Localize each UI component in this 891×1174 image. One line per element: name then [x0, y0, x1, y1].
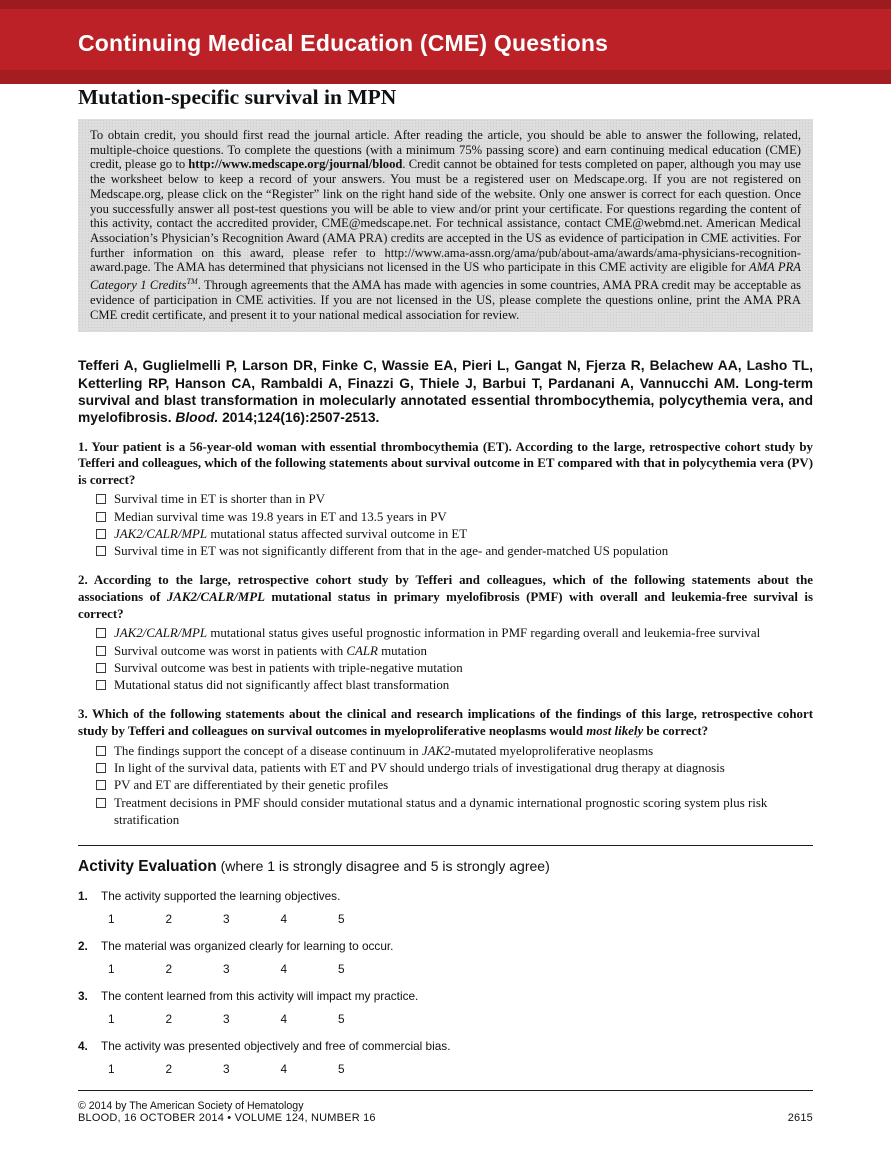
answer-checkbox[interactable] [96, 663, 106, 673]
rating-option-2[interactable]: 2 [165, 962, 173, 977]
rating-option-4[interactable]: 4 [280, 1062, 288, 1077]
option-text-segment: mutation [377, 643, 427, 658]
cme-banner [0, 0, 891, 84]
rating-scale-3 [78, 1012, 813, 1026]
rating-option-4[interactable]: 4 [280, 912, 288, 927]
question-stem-segment: 1. Your patient is a 56-year-old woman with essential thrombocythemia (ET). According to the large, retrospective cohort study by Tefferi and colleagues, which of the following statements about survival outcome in ET compared with that in polycythemia vera (PV) is correct? [78, 439, 813, 487]
evaluation-statement-row [78, 939, 813, 953]
question-2-options [78, 625, 813, 694]
evaluation-statement-row [78, 1039, 813, 1053]
citation-segment: Blood. [175, 410, 219, 426]
question-1-options [78, 491, 813, 560]
rating-scale-4 [78, 1062, 813, 1076]
evaluation-item-number: 4. [78, 1039, 88, 1054]
question-3 [78, 706, 813, 829]
option-text-segment: PV and ET are differentiated by their genetic profiles [114, 778, 389, 793]
evaluation-item-2 [78, 939, 813, 976]
option-text [114, 743, 813, 760]
rating-scale-1 [78, 912, 813, 926]
option-text-segment: Median survival time was 19.8 years in ET and 13.5 years in PV [114, 509, 447, 524]
question-2-option-2 [78, 643, 813, 660]
question-1 [78, 439, 813, 561]
rating-option-2[interactable]: 2 [165, 1062, 173, 1077]
page-footer [78, 1112, 813, 1124]
answer-checkbox[interactable] [96, 512, 106, 522]
answer-checkbox[interactable] [96, 628, 106, 638]
question-3-option-1 [78, 743, 813, 760]
rating-option-2[interactable]: 2 [165, 912, 173, 927]
rating-option-2[interactable]: 2 [165, 1012, 173, 1027]
evaluation-item-1 [78, 889, 813, 926]
evaluation-heading-label: Activity Evaluation [78, 858, 217, 876]
credit-instructions-text [90, 128, 801, 322]
rating-option-5[interactable]: 5 [338, 962, 345, 977]
page-content [0, 84, 891, 1112]
rating-option-1[interactable]: 1 [108, 1012, 115, 1027]
citation-segment: 2014;124(16):2507-2513. [218, 410, 380, 426]
option-text [114, 760, 813, 777]
rating-option-4[interactable]: 4 [280, 962, 288, 977]
question-2-option-3 [78, 660, 813, 677]
question-3-option-2 [78, 760, 813, 777]
rating-option-1[interactable]: 1 [108, 962, 115, 977]
evaluation-item-3 [78, 989, 813, 1026]
option-text-segment: The findings support the concept of a disease continuum in [114, 743, 422, 758]
option-text [114, 777, 813, 794]
rating-option-5[interactable]: 5 [338, 1062, 345, 1077]
question-2-option-1 [78, 625, 813, 642]
question-stem-segment: 2. According to the large, retrospective cohort study by Tefferi and colleagues, which of the following statements about the associations of [78, 573, 813, 605]
rating-scale-2 [78, 962, 813, 976]
option-text-segment: Survival time in ET is shorter than in PV [114, 492, 326, 507]
rating-option-1[interactable]: 1 [108, 912, 115, 927]
evaluation-item-text: The activity was presented objectively and free of commercial bias. [101, 1039, 451, 1054]
option-text [114, 509, 813, 526]
divider-above-evaluation [78, 845, 813, 846]
credit-instructions-segment: AMA PRA Category 1 Credits [90, 260, 801, 293]
question-2 [78, 572, 813, 694]
question-3-options [78, 743, 813, 829]
rating-option-3[interactable]: 3 [223, 912, 230, 927]
credit-instructions-segment: To obtain credit, you should first read the journal article. After reading the article, you should be able to answer the following, related, multiple-choice questions. To complete the questions (with a minimum 75% passing score) and earn continuing medical education (CME) credit, please go to [90, 128, 801, 172]
option-text [114, 625, 813, 642]
credit-instructions-box [78, 119, 813, 332]
option-text-segment: Survival outcome was best in patients with triple-negative mutation [114, 660, 463, 675]
question-stem-segment: most likely [586, 724, 644, 739]
activity-evaluation-heading [78, 858, 813, 876]
option-text [114, 526, 813, 543]
option-text [114, 643, 813, 660]
option-text [114, 660, 813, 677]
question-stem-segment: be correct? [643, 724, 709, 739]
credit-instructions-segment: http://www.medscape.org/journal/blood [188, 157, 403, 172]
questions-section [78, 439, 813, 830]
question-1-option-2 [78, 509, 813, 526]
answer-checkbox[interactable] [96, 763, 106, 773]
credit-instructions-segment: . Through agreements that the AMA has made with agencies in some countries, AMA PRA credit may be acceptable as evidence of participation in CME activities. If you are not licensed in the US, please complete the questions online, print the AMA PRA CME credit certificate, and present it to your national medical association for review. [90, 278, 801, 322]
option-text-segment: JAK2/CALR/MPL [114, 626, 208, 641]
rating-option-5[interactable]: 5 [338, 912, 345, 927]
option-text-segment: In light of the survival data, patients with ET and PV should undergo trials of investigational drug therapy at diagnosis [114, 760, 725, 775]
rating-option-3[interactable]: 3 [223, 1062, 230, 1077]
credit-instructions-segment: TM [186, 277, 198, 287]
journal-issue-line: BLOOD, 16 OCTOBER 2014 • VOLUME 124, NUMBER 16 [78, 1112, 376, 1124]
evaluation-item-text: The activity supported the learning objectives. [101, 889, 341, 904]
option-text-segment: JAK2/CALR/MPL [114, 526, 208, 541]
option-text-segment: Treatment decisions in PMF should consider mutational status and a dynamic international prognostic scoring system plus risk stratification [114, 795, 768, 827]
option-text-segment: Mutational status did not significantly affect blast transformation [114, 678, 450, 693]
answer-checkbox[interactable] [96, 494, 106, 504]
rating-option-3[interactable]: 3 [223, 1012, 230, 1027]
page-number: 2615 [787, 1112, 813, 1124]
option-text-segment: -mutated myeloproliferative neoplasms [450, 743, 654, 758]
evaluation-item-4 [78, 1039, 813, 1076]
question-3-option-4 [78, 795, 813, 830]
option-text [114, 543, 813, 560]
answer-checkbox[interactable] [96, 646, 106, 656]
question-1-option-3 [78, 526, 813, 543]
option-text-segment: Survival outcome was worst in patients with [114, 643, 347, 658]
answer-checkbox[interactable] [96, 529, 106, 539]
article-citation [78, 357, 813, 426]
question-2-stem [78, 572, 813, 622]
evaluation-items [78, 889, 813, 1076]
article-title: Mutation-specific survival in MPN [78, 85, 397, 109]
answer-checkbox[interactable] [96, 780, 106, 790]
rating-option-4[interactable]: 4 [280, 1012, 288, 1027]
rating-option-3[interactable]: 3 [223, 962, 230, 977]
answer-checkbox[interactable] [96, 746, 106, 756]
credit-instructions-segment: . Credit cannot be obtained for tests completed on paper, although you may use the worksheet below to keep a record of your answers. You must be a registered user on Medscape.org. If you are not registered on Medscape.org, please click on the “Register” link on the right hand side of the website. Only one answer is correct for each question. Once you successfully answer all post-test questions you will be able to view and/or print your certificate. For questions regarding the content of this activity, contact the accredited provider, CME@medscape.net. For technical assistance, contact CME@webmd.net. American Medical Association’s Physician’s Recognition Award (AMA PRA) credits are accepted in the US as evidence of participation in CME activities. For further information on this award, please refer to http://www.ama-assn.org/ama/pub/about-ama/awards/ama-physicians-recognition-award.page. The AMA has determined that physicians not licensed in the US who participate in this CME activity are eligible for [90, 157, 801, 275]
rating-option-1[interactable]: 1 [108, 1062, 115, 1077]
question-stem-segment: 3. Which of the following statements about the clinical and research implications of the findings of this large, retrospective cohort study by Tefferi and colleagues on survival outcomes in myeloproliferative neoplasms would [78, 707, 813, 739]
option-text-segment: Survival time in ET was not significantly different from that in the age- and gender-matched US population [114, 544, 669, 559]
question-stem-segment: mutational status in primary myelofibrosis (PMF) with overall and leukemia-free survival is correct? [78, 590, 813, 621]
citation-segment: Tefferi A, Guglielmelli P, Larson DR, Finke C, Wassie EA, Pieri L, Gangat N, Fjerza R, Belachew AA, Lasho TL, Ketterling RP, Hanson CA, Rambaldi A, Finazzi G, Thiele J, Barbui T, Pardanani A, Vannucchi AM. Long-term survival and blast transformation in molecularly annotated essential thrombocythemia, polycythemia vera, and myelofibrosis. [78, 358, 813, 426]
evaluation-item-number: 2. [78, 939, 88, 954]
question-3-stem [78, 706, 813, 739]
question-3-option-3 [78, 777, 813, 794]
answer-checkbox[interactable] [96, 546, 106, 556]
option-text [114, 795, 813, 830]
banner-title: Continuing Medical Education (CME) Questions [78, 29, 609, 56]
question-2-option-4 [78, 677, 813, 694]
question-stem-segment: JAK2/CALR/MPL [166, 590, 265, 605]
activity-evaluation-section [78, 858, 813, 1076]
answer-checkbox[interactable] [96, 798, 106, 808]
evaluation-item-number: 3. [78, 989, 88, 1004]
evaluation-item-text: The material was organized clearly for learning to occur. [101, 939, 394, 954]
question-1-stem [78, 439, 813, 489]
question-1-option-1 [78, 491, 813, 508]
rating-option-5[interactable]: 5 [338, 1012, 345, 1027]
option-text-segment: mutational status affected survival outcome in ET [207, 526, 468, 541]
evaluation-statement-row [78, 989, 813, 1003]
evaluation-item-text: The content learned from this activity will impact my practice. [101, 989, 419, 1004]
option-text-segment: JAK2 [421, 743, 451, 758]
question-1-option-4 [78, 543, 813, 560]
option-text [114, 677, 813, 694]
evaluation-statement-row [78, 889, 813, 903]
option-text [114, 491, 813, 508]
evaluation-item-number: 1. [78, 889, 88, 904]
answer-checkbox[interactable] [96, 680, 106, 690]
divider-above-copyright [78, 1090, 813, 1091]
evaluation-heading-scale-note: (where 1 is strongly disagree and 5 is strongly agree) [220, 858, 550, 875]
copyright-notice: © 2014 by The American Society of Hematology [78, 1100, 304, 1113]
option-text-segment: mutational status gives useful prognostic information in PMF regarding overall and leukemia-free survival [207, 626, 761, 641]
option-text-segment: CALR [346, 643, 378, 658]
